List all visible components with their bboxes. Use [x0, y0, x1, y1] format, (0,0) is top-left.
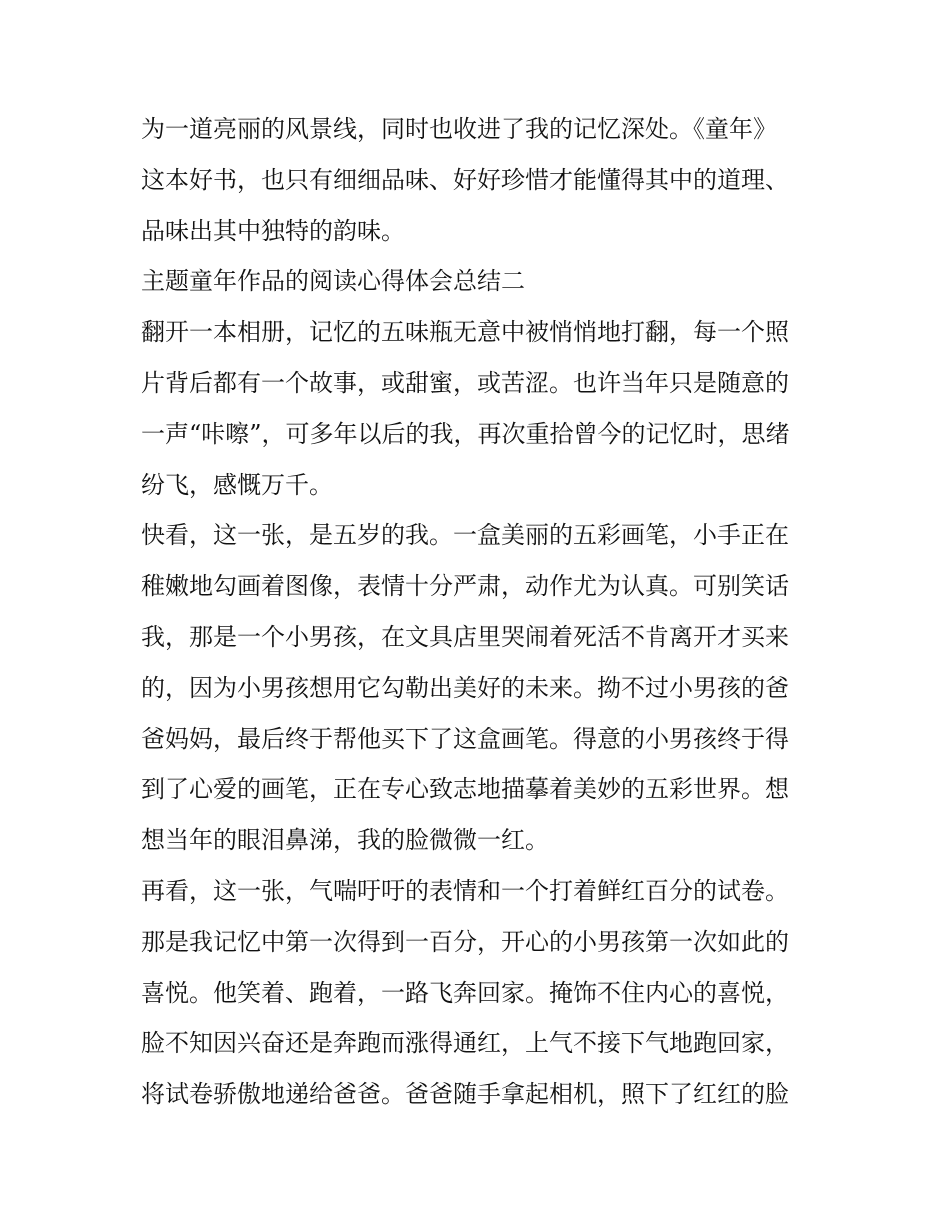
text-line: 的，因为小男孩想用它勾勒出美好的未来。拗不过小男孩的爸 [141, 673, 789, 702]
text-line: 到了心爱的画笔，正在专心致志地描摹着美妙的五彩世界。想 [141, 775, 789, 804]
text-line: 将试卷骄傲地递给爸爸。爸爸随手拿起相机，照下了红红的脸 [141, 1080, 789, 1109]
text-line: 片背后都有一个故事，或甜蜜，或苦涩。也许当年只是随意的 [141, 368, 789, 397]
section-heading: 主题童年作品的阅读心得体会总结二 [141, 267, 525, 296]
text-line: 纷飞，感慨万千。 [141, 470, 333, 499]
text-line: 为一道亮丽的风景线，同时也收进了我的记忆深处。《童年》 [141, 115, 777, 143]
text-line: 脸不知因兴奋还是奔跑而涨得通红，上气不接下气地跑回家， [141, 1029, 789, 1058]
text-line: 爸妈妈，最后终于帮他买下了这盒画笔。得意的小男孩终于得 [141, 724, 789, 753]
text-line: 我，那是一个小男孩，在文具店里哭闹着死活不肯离开才买来 [141, 622, 789, 651]
text-line: 品味出其中独特的韵味。 [141, 216, 405, 245]
text-line: 再看，这一张，气喘吁吁的表情和一个打着鲜红百分的试卷。 [141, 876, 789, 905]
text-line: 这本好书，也只有细细品味、好好珍惜才能懂得其中的道理、 [141, 165, 789, 194]
text-line: 稚嫩地勾画着图像，表情十分严肃，动作尤为认真。可别笑话 [141, 572, 789, 601]
text-line: 翻开一本相册，记忆的五味瓶无意中被悄悄地打翻，每一个照 [141, 318, 789, 347]
text-line: 喜悦。他笑着、跑着，一路飞奔回家。掩饰不住内心的喜悦， [141, 978, 789, 1007]
text-line: 快看，这一张，是五岁的我。一盒美丽的五彩画笔，小手正在 [141, 521, 789, 550]
text-line: 一声“咔嚓”，可多年以后的我，再次重拾曾今的记忆时，思绪 [141, 419, 790, 448]
text-line: 那是我记忆中第一次得到一百分，开心的小男孩第一次如此的 [141, 927, 789, 956]
text-line: 想当年的眼泪鼻涕，我的脸微微一红。 [141, 826, 549, 855]
document-body [141, 104, 821, 1120]
